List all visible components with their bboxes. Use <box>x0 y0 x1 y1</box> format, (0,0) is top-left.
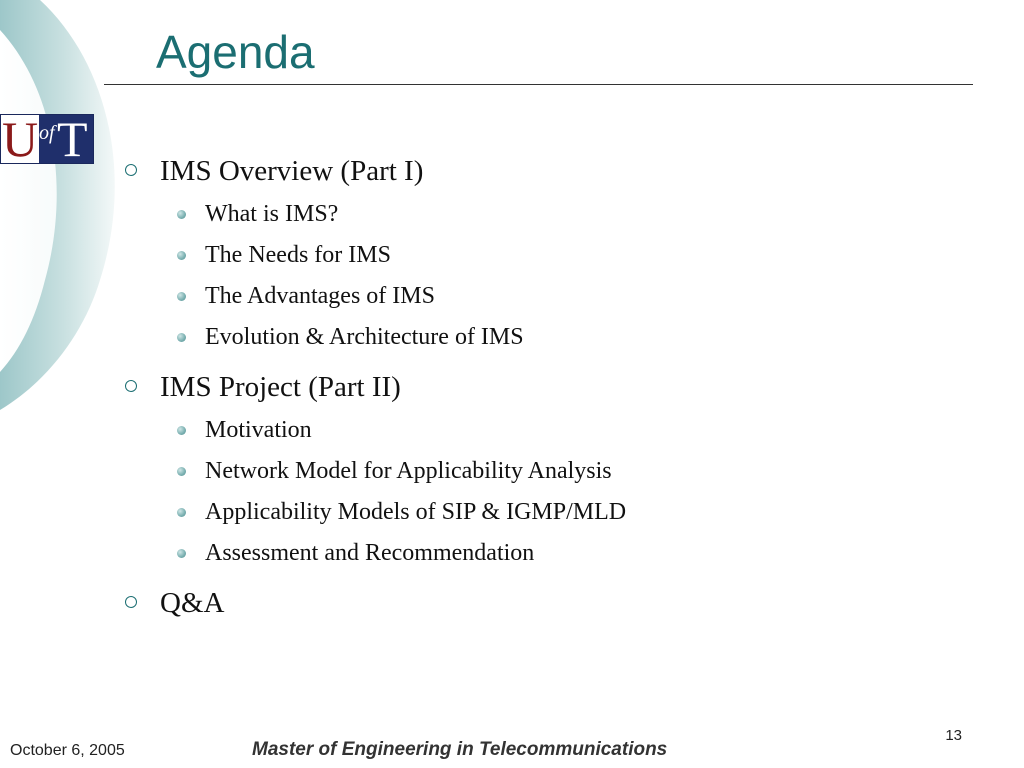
agenda-item <box>160 317 982 358</box>
section-items <box>160 410 982 574</box>
ring-bullet-icon <box>125 596 137 608</box>
slide-title: Agenda <box>156 26 315 78</box>
section-label: IMS Overview (Part I) <box>160 155 424 187</box>
agenda-item <box>160 492 982 533</box>
logo-letters-of: of <box>39 122 55 144</box>
agenda-section <box>122 150 982 358</box>
item-label: The Needs for IMS <box>205 242 391 268</box>
ring-bullet-icon <box>125 380 137 392</box>
dot-bullet-icon <box>177 426 186 435</box>
item-label: The Advantages of IMS <box>205 283 435 309</box>
agenda-item <box>160 410 982 451</box>
agenda-item <box>160 276 982 317</box>
agenda-item <box>160 533 982 574</box>
dot-bullet-icon <box>177 549 186 558</box>
item-label: Assessment and Recommendation <box>205 540 535 566</box>
section-label: IMS Project (Part II) <box>160 371 401 403</box>
agenda-section <box>122 582 982 624</box>
section-label: Q&A <box>160 587 225 619</box>
page-number: 13 <box>945 727 962 744</box>
item-label: Evolution & Architecture of IMS <box>205 324 524 350</box>
dot-bullet-icon <box>177 333 186 342</box>
dot-bullet-icon <box>177 467 186 476</box>
item-label: Network Model for Applicability Analysis <box>205 458 612 484</box>
footer-date: October 6, 2005 <box>10 742 125 759</box>
agenda-item <box>160 235 982 276</box>
dot-bullet-icon <box>177 251 186 260</box>
item-label: What is IMS? <box>205 201 339 227</box>
university-logo <box>0 114 94 164</box>
section-items <box>160 194 982 358</box>
item-label: Applicability Models of SIP & IGMP/MLD <box>205 499 627 525</box>
dot-bullet-icon <box>177 292 186 301</box>
logo-letter-u: U <box>1 114 39 164</box>
item-label: Motivation <box>205 417 312 443</box>
agenda-list <box>122 150 982 624</box>
footer-program: Master of Engineering in Telecommunications <box>252 739 668 760</box>
agenda-item <box>160 451 982 492</box>
dot-bullet-icon <box>177 508 186 517</box>
agenda-section <box>122 366 982 574</box>
agenda-item <box>160 194 982 235</box>
title-divider <box>104 84 973 85</box>
logo-letter-t: T <box>57 114 88 164</box>
dot-bullet-icon <box>177 210 186 219</box>
ring-bullet-icon <box>125 164 137 176</box>
